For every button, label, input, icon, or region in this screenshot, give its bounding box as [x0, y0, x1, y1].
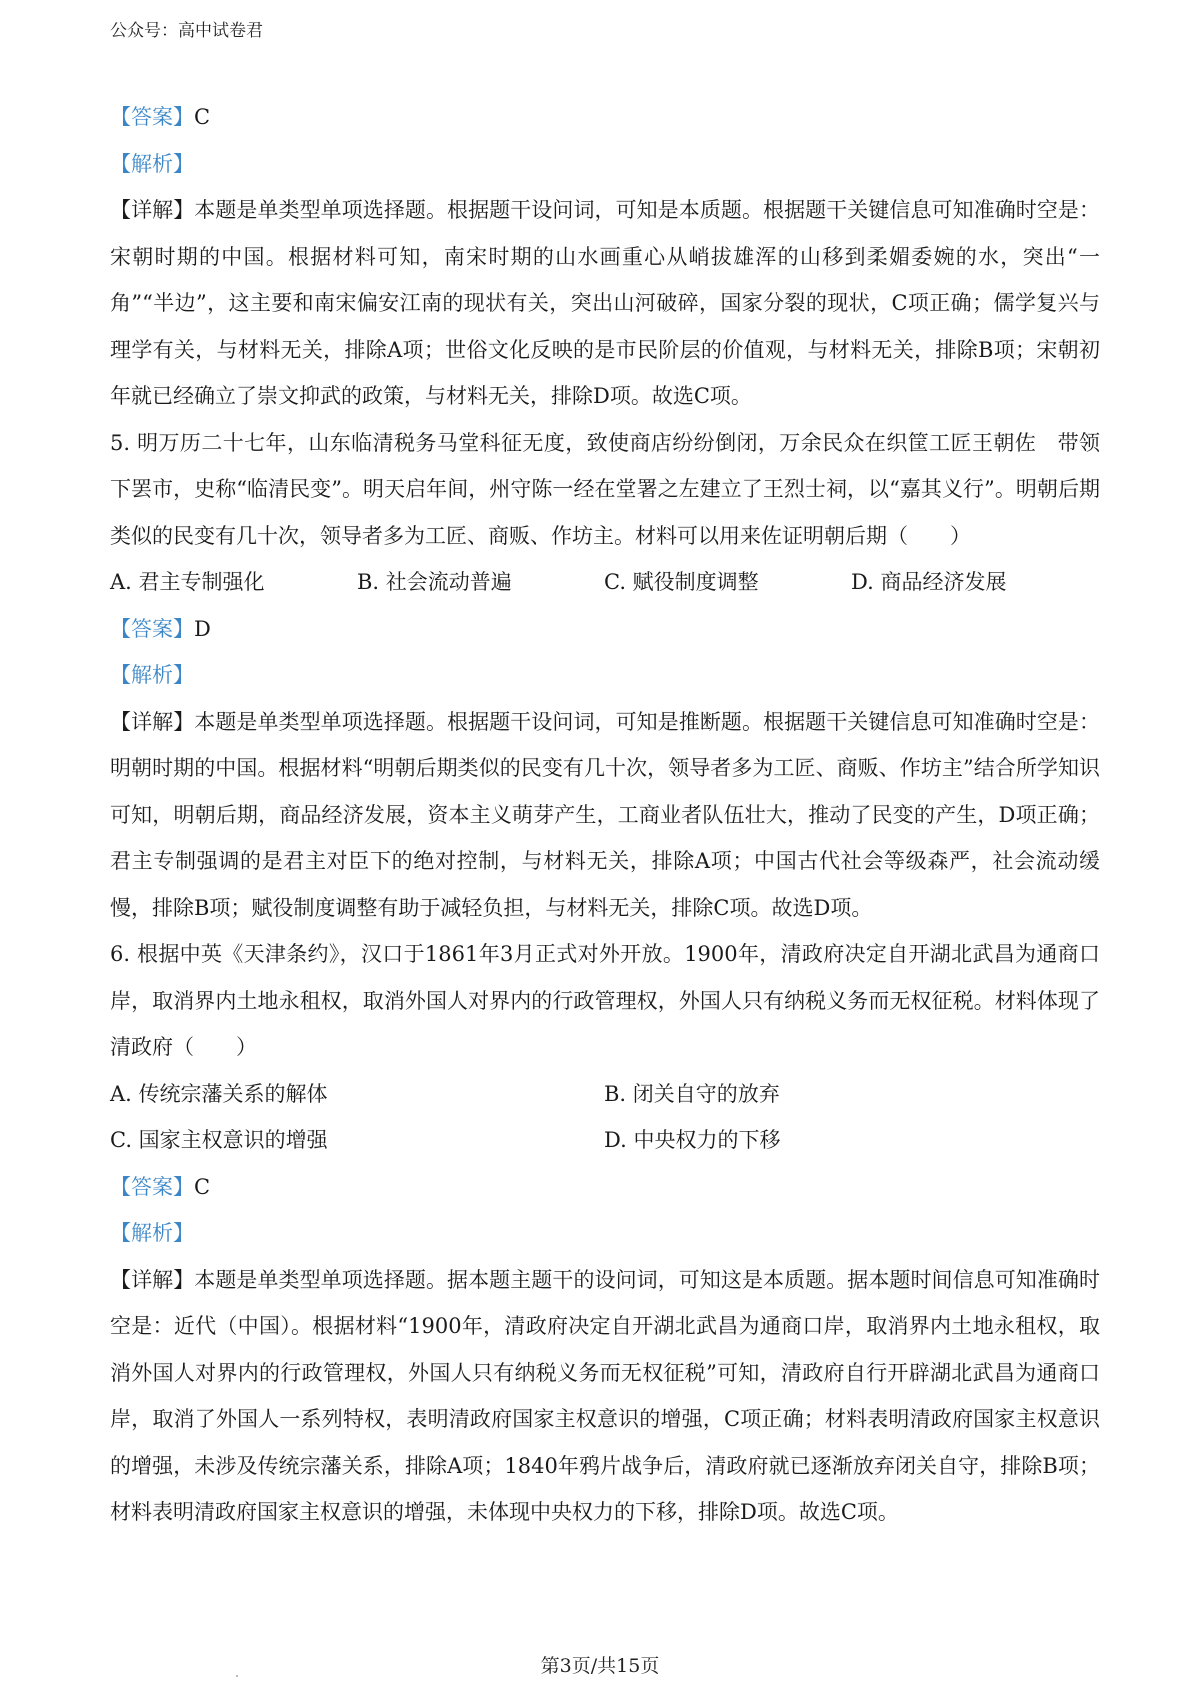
q5-answer-line [110, 606, 1100, 653]
option-d: D. 中央权力的下移 [604, 1128, 781, 1152]
analysis-tag: 【解析】 [110, 1221, 194, 1245]
answer-value: D [194, 616, 211, 641]
q4-analysis-line [110, 141, 1100, 188]
q6-detail [110, 1257, 1100, 1536]
q4-answer-line [110, 94, 1100, 141]
option-c: C. 国家主权意识的增强 [110, 1128, 328, 1152]
option-c: C. 赋役制度调整 [604, 570, 759, 594]
page-header: 公众号：高中试卷君 [110, 21, 263, 41]
detail-text: 本题是单类型单项选择题。据本题主题干的设问词，可知这是本质题。据本题时间信息可知准确时空是：近代（中国）。根据材料“1900年，清政府决定自开湖北武昌为通商口岸，取消界内土地永租权，取消外国人对界内的行政管理权，外国人只有纳税义务而无权征税”可知，清政府自行开辟湖北武昌为通商口岸，取消了外国人一系列特权，表明清政府国家主权意识的增强，C项正确；材料表明清政府国家主权意识的增强，未涉及传统宗藩关系，排除A项；1840年鸦片战争后，清政府就已逐渐放弃闭关自守，排除B项；材料表明清政府国家主权意识的增强，未体现中央权力的下移，排除D项。故选C项。 [110, 1267, 1101, 1524]
page-footer: 第3页/共15页 [540, 1655, 660, 1677]
answer-tag: 【答案】 [110, 105, 194, 129]
q5-analysis-line [110, 652, 1100, 699]
answer-value: C [194, 105, 211, 129]
q6-options-row2 [110, 1117, 1100, 1164]
q5-detail [110, 699, 1100, 932]
q6-answer-line [110, 1164, 1100, 1211]
q6-stem: 6. 根据中英《天津条约》，汉口于1861年3月正式对外开放。1900年，清政府决定自开湖北武昌为通商口岸，取消界内土地永租权，取消外国人对界内的行政管理权，外国人只有纳税义务而无权征税。材料体现了清政府（ ） [110, 942, 1100, 1059]
q4-detail [110, 187, 1100, 420]
detail-tag: 【详解】 [110, 1267, 195, 1292]
analysis-tag: 【解析】 [110, 663, 194, 687]
q6-analysis-line [110, 1210, 1100, 1257]
option-a: A. 传统宗藩关系的解体 [110, 1081, 328, 1106]
option-a: A. 君主专制强化 [110, 570, 265, 594]
q6-options-row1 [110, 1071, 1100, 1118]
detail-text: 本题是单类型单项选择题。根据题干设问词，可知是推断题。根据题干关键信息可知准确时空是：明朝时期的中国。根据材料“明朝后期类似的民变有几十次，领导者多为工匠、商贩、作坊主”结合所学知识可知，明朝后期，商品经济发展，资本主义萌芽产生，工商业者队伍壮大，推动了民变的产生，D项正确；君主专制强调的是君主对臣下的绝对控制，与材料无关，排除A项；中国古代社会等级森严，社会流动缓慢，排除B项；赋役制度调整有助于减轻负担，与材料无关，排除C项。故选D项。 [110, 709, 1101, 920]
option-b: B. 社会流动普遍 [357, 570, 512, 594]
detail-text: 本题是单类型单项选择题。根据题干设问词，可知是本质题。根据题干关键信息可知准确时空是：宋朝时期的中国。根据材料可知，南宋时期的山水画重心从峭拔雄浑的山移到柔媚委婉的水，突出“一角”“半边”，这主要和南宋偏安江南的现状有关，突出山河破碎，国家分裂的现状，C项正确；儒学复兴与理学有关，与材料无关，排除A项；世俗文化反映的是市民阶层的价值观，与材料无关，排除B项；宋朝初年就已经确立了崇文抑武的政策，与材料无关，排除D项。故选C项。 [110, 198, 1101, 408]
answer-tag: 【答案】 [110, 1174, 194, 1199]
option-b: B. 闭关自守的放弃 [604, 1081, 780, 1106]
detail-tag: 【详解】 [110, 709, 195, 734]
q5-stem: 5. 明万历二十七年，山东临清税务马堂科征无度，致使商店纷纷倒闭，万余民众在织筐工匠王朝佐 带领下罢市，史称“临清民变”。明天启年间，州守陈一经在堂署之左建立了王烈士祠，以“嘉其义行”。明朝后期类似的民变有几十次，领导者多为工匠、商贩、作坊主。材料可以用来佐证明朝后期（ ） [110, 430, 1100, 548]
document-body [110, 94, 1100, 1536]
analysis-tag: 【解析】 [110, 151, 194, 176]
answer-tag: 【答案】 [110, 616, 194, 641]
answer-value: C [194, 1174, 211, 1199]
option-d: D. 商品经济发展 [851, 570, 1007, 594]
detail-tag: 【详解】 [110, 198, 195, 222]
q5-options [110, 559, 1100, 606]
